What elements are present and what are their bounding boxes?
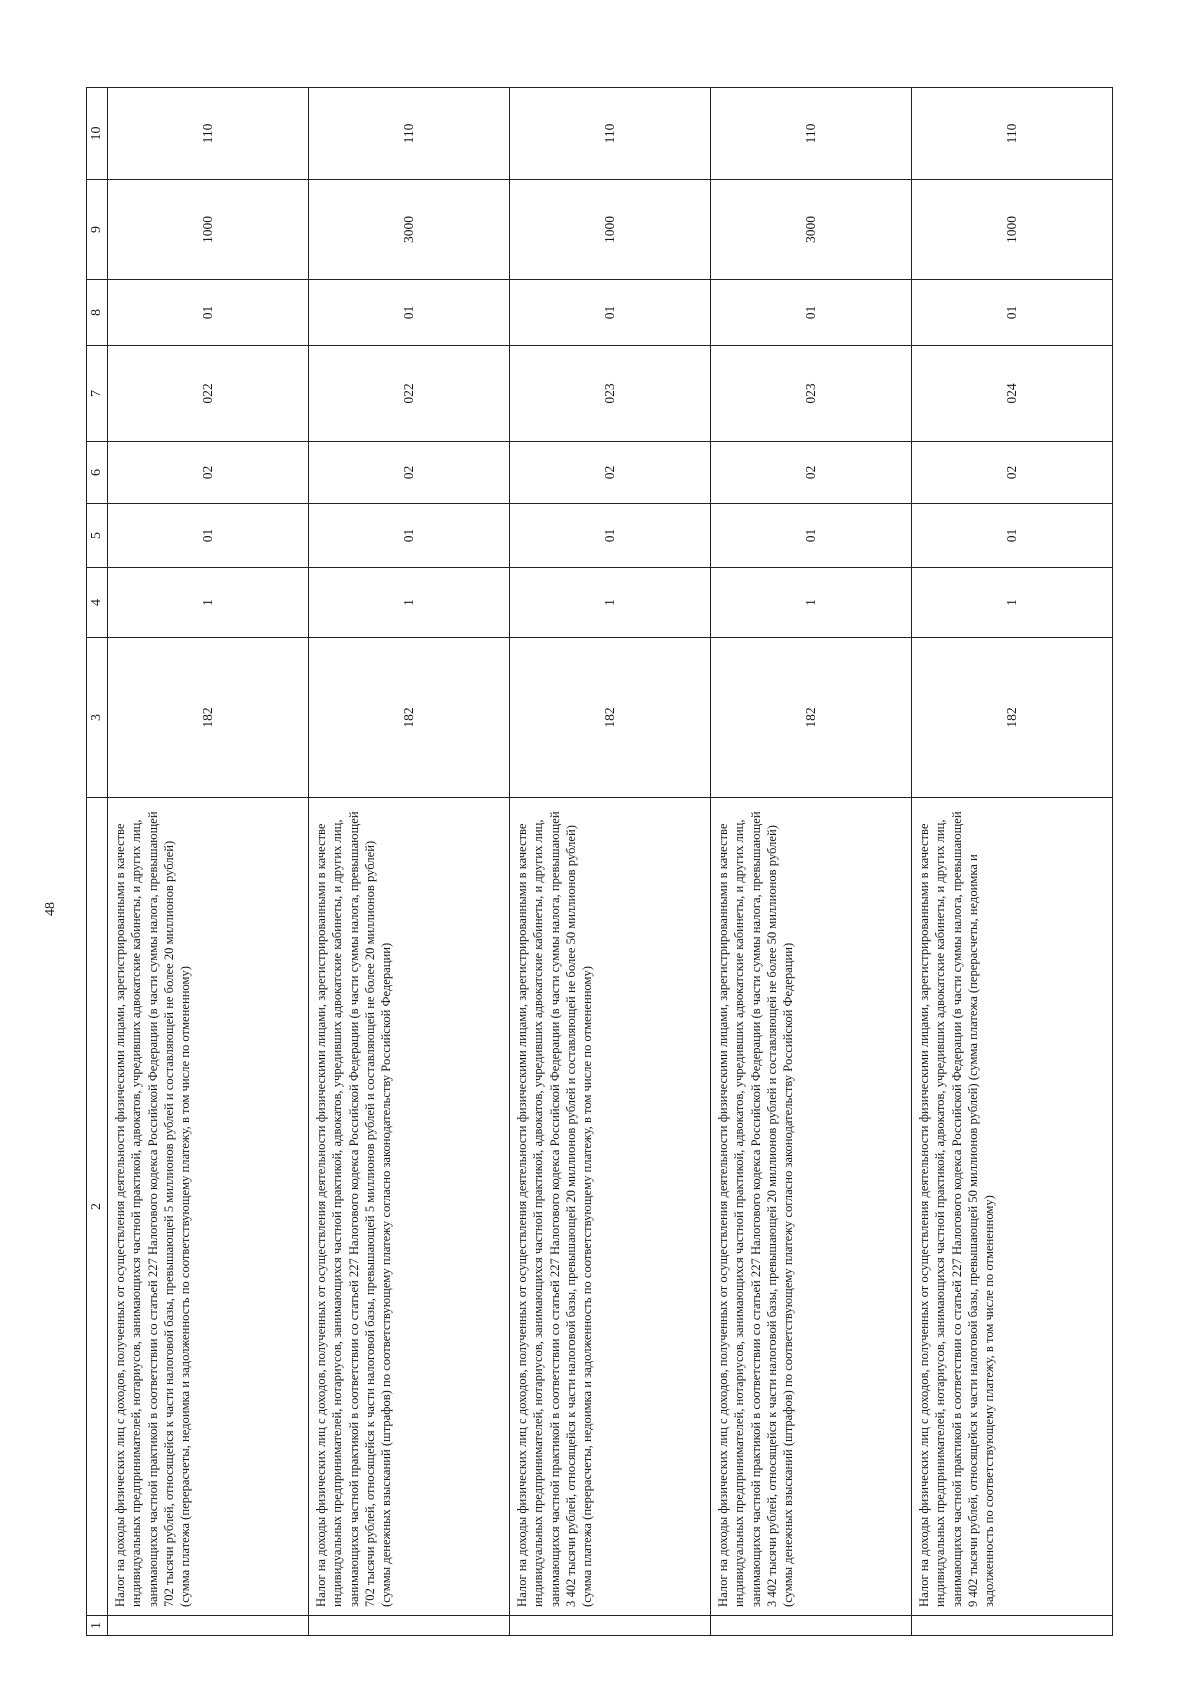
code-cell: 110 xyxy=(108,88,309,180)
code-cell: 023 xyxy=(510,346,711,442)
admin-code-cell: 182 xyxy=(309,638,510,798)
code-cell: 01 xyxy=(108,280,309,346)
column-header: 5 xyxy=(87,504,108,568)
column-header: 7 xyxy=(87,346,108,442)
code-cell: 02 xyxy=(108,442,309,504)
code-cell: 1 xyxy=(108,568,309,638)
code-cell: 01 xyxy=(510,504,711,568)
code-cell: 01 xyxy=(711,280,912,346)
code-cell: 022 xyxy=(309,346,510,442)
table-row xyxy=(309,88,510,1636)
code-cell: 01 xyxy=(108,504,309,568)
admin-code-cell: 182 xyxy=(912,638,1113,798)
code-cell: 110 xyxy=(912,88,1113,180)
code-cell: 02 xyxy=(510,442,711,504)
row-number-cell xyxy=(912,1616,1113,1636)
table-row xyxy=(711,88,912,1636)
description-cell: Налог на доходы физических лиц с доходов, полученных от осуществления деятельности физическими лицами, зарегистрированными в качестве индивидуальных предпринимателей, нотариусов, занимающихся частной практикой, адвокатов, учредивших адвокатские кабинеты, и других лиц, занимающихся частной практикой в соответствии со статьей 227 Налогового кодекса Российской Федерации (в части суммы налога, превышающей 9 402 тысячи рублей, относящейся к части налоговой базы, превышающей 50 миллионов рублей) (сумма платежа (перерасчеты, недоимка и задолженность по соответствующему платежу, в том числе по отмененному) xyxy=(912,798,1113,1616)
column-header: 4 xyxy=(87,568,108,638)
code-cell: 024 xyxy=(912,346,1113,442)
description-cell: Налог на доходы физических лиц с доходов, полученных от осуществления деятельности физическими лицами, зарегистрированными в качестве индивидуальных предпринимателей, нотариусов, занимающихся частной практикой, адвокатов, учредивших адвокатские кабинеты, и других лиц, занимающихся частной практикой в соответствии со статьей 227 Налогового кодекса Российской Федерации (в части суммы налога, превышающей 3 402 тысячи рублей, относящейся к части налоговой базы, превышающей 20 миллионов рублей и составляющей не более 50 миллионов рублей) (суммы денежных взысканий (штрафов) по соответствующему платежу согласно законодательству Российской Федерации) xyxy=(711,798,912,1616)
admin-code-cell: 182 xyxy=(711,638,912,798)
description-cell: Налог на доходы физических лиц с доходов, полученных от осуществления деятельности физическими лицами, зарегистрированными в качестве индивидуальных предпринимателей, нотариусов, занимающихся частной практикой, адвокатов, учредивших адвокатские кабинеты, и других лиц, занимающихся частной практикой в соответствии со статьей 227 Налогового кодекса Российской Федерации (в части суммы налога, превышающей 3 402 тысячи рублей, относящейся к части налоговой базы, превышающей 20 миллионов рублей и составляющей не более 50 миллионов рублей) (сумма платежа (перерасчеты, недоимка и задолженность по соответствующему платежу, в том числе по отмененному) xyxy=(510,798,711,1616)
admin-code-cell: 182 xyxy=(108,638,309,798)
code-cell: 110 xyxy=(711,88,912,180)
budget-classification-table xyxy=(86,87,1113,1636)
code-cell: 3000 xyxy=(711,180,912,280)
page-number: 48 xyxy=(43,902,58,916)
column-header: 2 xyxy=(87,798,108,1616)
code-cell: 3000 xyxy=(309,180,510,280)
code-cell: 110 xyxy=(309,88,510,180)
code-cell: 01 xyxy=(912,280,1113,346)
column-header: 1 xyxy=(87,1616,108,1636)
code-cell: 01 xyxy=(510,280,711,346)
row-number-cell xyxy=(711,1616,912,1636)
row-number-cell xyxy=(510,1616,711,1636)
description-cell: Налог на доходы физических лиц с доходов, полученных от осуществления деятельности физическими лицами, зарегистрированными в качестве индивидуальных предпринимателей, нотариусов, занимающихся частной практикой, адвокатов, учредивших адвокатские кабинеты, и других лиц, занимающихся частной практикой в соответствии со статьей 227 Налогового кодекса Российской Федерации (в части суммы налога, превышающей 702 тысячи рублей, относящейся к части налоговой базы, превышающей 5 миллионов рублей и составляющей не более 20 миллионов рублей) (суммы денежных взысканий (штрафов) по соответствующему платежу согласно законодательству Российской Федерации) xyxy=(309,798,510,1616)
code-cell: 1000 xyxy=(510,180,711,280)
table-frame xyxy=(86,88,1113,1636)
code-cell: 01 xyxy=(309,504,510,568)
row-number-cell xyxy=(309,1616,510,1636)
code-cell: 02 xyxy=(711,442,912,504)
code-cell: 01 xyxy=(711,504,912,568)
code-cell: 02 xyxy=(309,442,510,504)
code-cell: 1000 xyxy=(108,180,309,280)
admin-code-cell: 182 xyxy=(510,638,711,798)
code-cell: 01 xyxy=(912,504,1113,568)
header-row xyxy=(87,88,108,1636)
code-cell: 110 xyxy=(510,88,711,180)
code-cell: 022 xyxy=(108,346,309,442)
code-cell: 1000 xyxy=(912,180,1113,280)
code-cell: 02 xyxy=(912,442,1113,504)
column-header: 8 xyxy=(87,280,108,346)
rotated-table-container xyxy=(86,88,1113,1636)
table-row xyxy=(108,88,309,1636)
code-cell: 1 xyxy=(912,568,1113,638)
table-row xyxy=(510,88,711,1636)
column-header: 6 xyxy=(87,442,108,504)
row-number-cell xyxy=(108,1616,309,1636)
code-cell: 1 xyxy=(510,568,711,638)
code-cell: 023 xyxy=(711,346,912,442)
code-cell: 01 xyxy=(309,280,510,346)
table-row xyxy=(912,88,1113,1636)
description-cell: Налог на доходы физических лиц с доходов, полученных от осуществления деятельности физическими лицами, зарегистрированными в качестве индивидуальных предпринимателей, нотариусов, занимающихся частной практикой, адвокатов, учредивших адвокатские кабинеты, и других лиц, занимающихся частной практикой в соответствии со статьей 227 Налогового кодекса Российской Федерации (в части суммы налога, превышающей 702 тысячи рублей, относящейся к части налоговой базы, превышающей 5 миллионов рублей и составляющей не более 20 миллионов рублей) (сумма платежа (перерасчеты, недоимка и задолженность по соответствующему платежу, в том числе по отмененному) xyxy=(108,798,309,1616)
column-header: 9 xyxy=(87,180,108,280)
code-cell: 1 xyxy=(711,568,912,638)
column-header: 3 xyxy=(87,638,108,798)
column-header: 10 xyxy=(87,88,108,180)
code-cell: 1 xyxy=(309,568,510,638)
